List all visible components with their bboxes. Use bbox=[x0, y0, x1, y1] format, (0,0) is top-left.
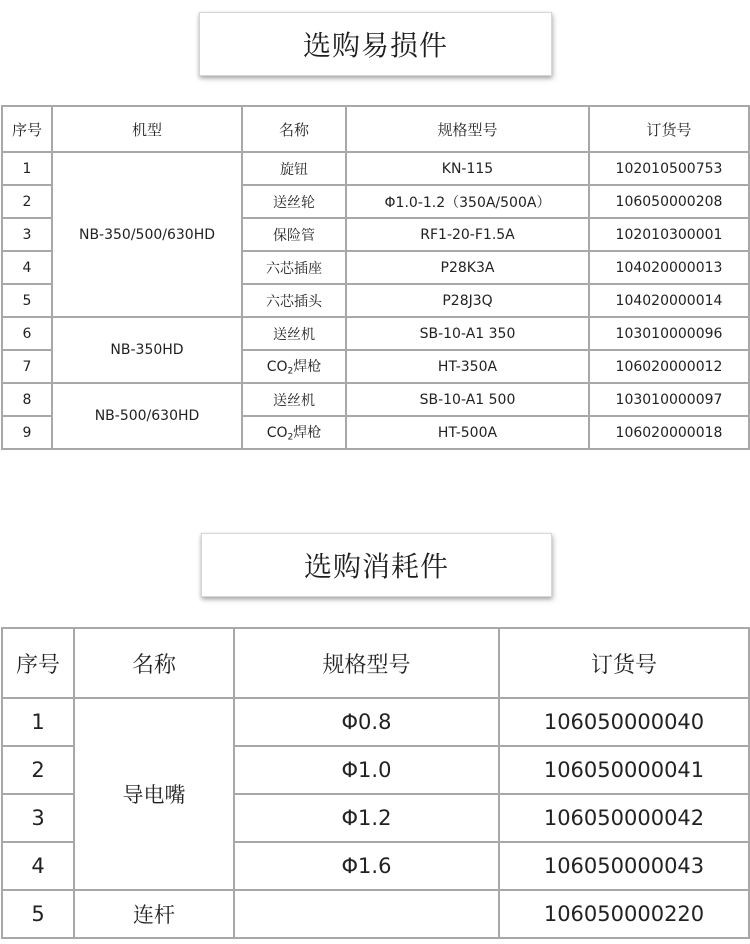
row-no: 1 bbox=[2, 698, 74, 746]
header-spec: 规格型号 bbox=[346, 106, 589, 152]
row-no: 8 bbox=[2, 383, 52, 416]
row-name: 六芯插头 bbox=[242, 284, 346, 317]
section-title-wear-parts: 选购易损件 bbox=[199, 12, 552, 76]
row-spec: RF1-20-F1.5A bbox=[346, 218, 589, 251]
table-header-row bbox=[2, 106, 749, 152]
row-name: 送丝轮 bbox=[242, 185, 346, 218]
row-spec: HT-350A bbox=[346, 350, 589, 383]
row-spec bbox=[234, 890, 499, 938]
row-no: 7 bbox=[2, 350, 52, 383]
row-name bbox=[242, 350, 346, 383]
row-spec: Φ0.8 bbox=[234, 698, 499, 746]
row-name: 送丝机 bbox=[242, 317, 346, 350]
row-spec: Φ1.6 bbox=[234, 842, 499, 890]
row-spec: KN-115 bbox=[346, 152, 589, 185]
header-name: 名称 bbox=[242, 106, 346, 152]
header-model: 机型 bbox=[52, 106, 242, 152]
header-spec: 规格型号 bbox=[234, 628, 499, 698]
row-spec: Φ1.0-1.2（350A/500A） bbox=[346, 185, 589, 218]
name-group: 导电嘴 bbox=[74, 698, 234, 890]
row-name: 旋钮 bbox=[242, 152, 346, 185]
row-order: 102010500753 bbox=[589, 152, 749, 185]
header-no: 序号 bbox=[2, 628, 74, 698]
row-no: 2 bbox=[2, 185, 52, 218]
row-spec: Φ1.0 bbox=[234, 746, 499, 794]
row-no: 9 bbox=[2, 416, 52, 449]
table-row bbox=[2, 698, 749, 746]
table-header-row bbox=[2, 628, 749, 698]
row-order: 106020000018 bbox=[589, 416, 749, 449]
row-no: 4 bbox=[2, 842, 74, 890]
name-subscript: 2 bbox=[287, 366, 294, 377]
name-subscript: 2 bbox=[287, 432, 294, 443]
row-order: 106050000208 bbox=[589, 185, 749, 218]
row-name: 送丝机 bbox=[242, 383, 346, 416]
row-spec: P28J3Q bbox=[346, 284, 589, 317]
row-no: 3 bbox=[2, 794, 74, 842]
model-group: NB-350/500/630HD bbox=[52, 152, 242, 317]
row-name: 保险管 bbox=[242, 218, 346, 251]
row-order: 106020000012 bbox=[589, 350, 749, 383]
table-row bbox=[2, 383, 749, 416]
row-name: 连杆 bbox=[74, 890, 234, 938]
row-spec: SB-10-A1 350 bbox=[346, 317, 589, 350]
row-order: 106050000041 bbox=[499, 746, 749, 794]
row-spec: P28K3A bbox=[346, 251, 589, 284]
row-order: 106050000043 bbox=[499, 842, 749, 890]
row-no: 6 bbox=[2, 317, 52, 350]
name-prefix: CO bbox=[266, 425, 288, 442]
header-no: 序号 bbox=[2, 106, 52, 152]
section-title-consumables: 选购消耗件 bbox=[201, 533, 552, 597]
row-no: 4 bbox=[2, 251, 52, 284]
row-name: 六芯插座 bbox=[242, 251, 346, 284]
row-spec: SB-10-A1 500 bbox=[346, 383, 589, 416]
row-no: 5 bbox=[2, 284, 52, 317]
row-order: 102010300001 bbox=[589, 218, 749, 251]
row-spec: HT-500A bbox=[346, 416, 589, 449]
row-no: 5 bbox=[2, 890, 74, 938]
model-group: NB-350HD bbox=[52, 317, 242, 383]
row-order: 104020000013 bbox=[589, 251, 749, 284]
name-suffix: 焊枪 bbox=[293, 359, 322, 376]
row-no: 3 bbox=[2, 218, 52, 251]
row-name bbox=[242, 416, 346, 449]
table-row bbox=[2, 890, 749, 938]
row-order: 103010000097 bbox=[589, 383, 749, 416]
table-row bbox=[2, 152, 749, 185]
table-row bbox=[2, 317, 749, 350]
header-order: 订货号 bbox=[499, 628, 749, 698]
header-name: 名称 bbox=[74, 628, 234, 698]
name-prefix: CO bbox=[266, 359, 288, 376]
row-order: 106050000220 bbox=[499, 890, 749, 938]
row-no: 1 bbox=[2, 152, 52, 185]
wear-parts-table bbox=[1, 105, 750, 450]
consumables-table bbox=[1, 627, 750, 939]
header-order: 订货号 bbox=[589, 106, 749, 152]
model-group: NB-500/630HD bbox=[52, 383, 242, 449]
row-order: 103010000096 bbox=[589, 317, 749, 350]
row-spec: Φ1.2 bbox=[234, 794, 499, 842]
row-no: 2 bbox=[2, 746, 74, 794]
row-order: 106050000040 bbox=[499, 698, 749, 746]
row-order: 106050000042 bbox=[499, 794, 749, 842]
row-order: 104020000014 bbox=[589, 284, 749, 317]
name-suffix: 焊枪 bbox=[293, 425, 322, 442]
